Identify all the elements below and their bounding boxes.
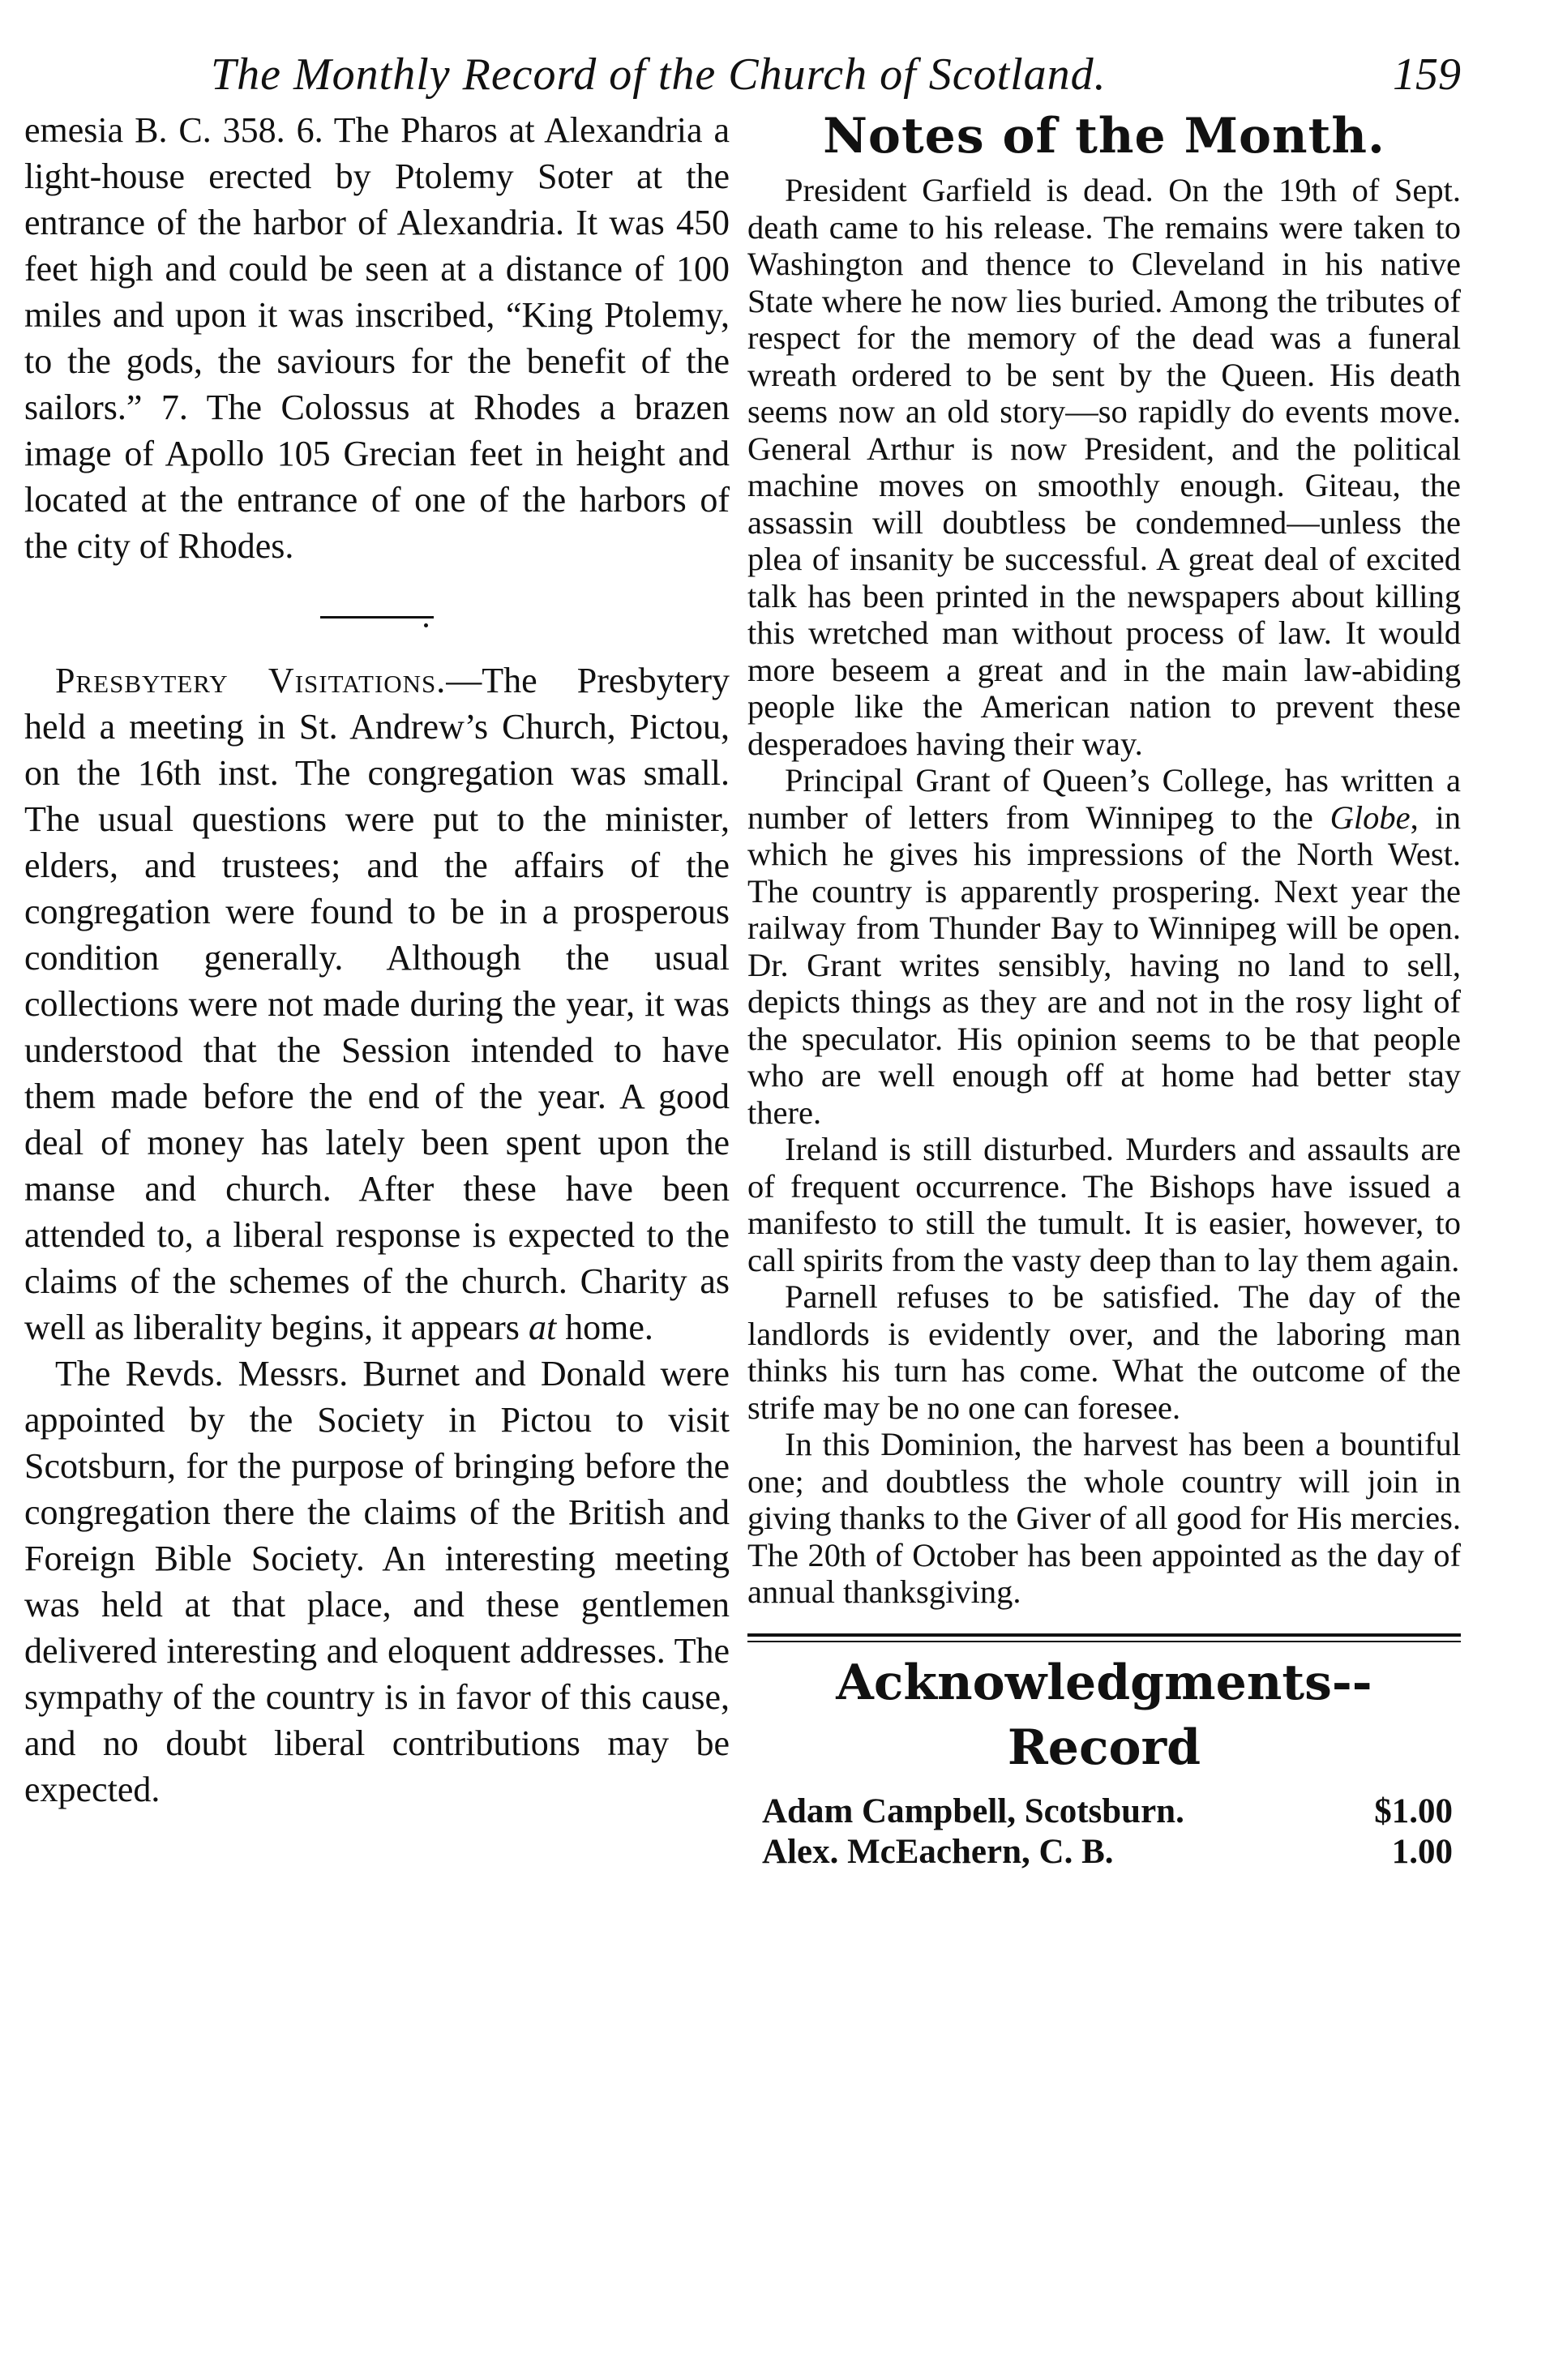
- paragraph-bible-society: The Revds. Messrs. Burnet and Donald were appointed by the Society in Pictou to visit Scotsburn, for the purpose of bringing before the congregation there the claims of the British and Foreign Bible Society. An interesting meeting was held at that place, and these gentlemen delivered interesting and eloquent addresses. The sympathy of the country is in favor of this cause, and no doubt liberal contributions may be expected.: [24, 1354, 730, 1809]
- double-rule-divider: [747, 1633, 1461, 1642]
- left-column: [24, 107, 730, 1873]
- note-ireland: Ireland is still disturbed. Murders and assaults are of frequent occurrence. The Bishops have issued a manifesto to still the tumult. It is easier, however, to call spirits from the vasty deep than to lay them again.: [747, 1131, 1461, 1278]
- note-dominion-harvest: In this Dominion, the harvest has been a bountiful one; and doubtless the whole country will join in giving thanks to the Giver of all good for His mercies. The 20th of October has been appointed as the day of annual thanksgiving.: [747, 1426, 1461, 1610]
- paragraph-wonders-continued: emesia B. C. 358. 6. The Pharos at Alexandria a light-house erected by Ptolemy Soter at the entrance of the harbor of Alexandria. It was 450 feet high and could be seen at a distance of 100 miles and upon it was inscribed, “King Ptolemy, to the gods, the saviours for the benefit of the sailors.” 7. The Colossus at Rhodes a brazen image of Apollo 105 Grecian feet in height and located at the entrance of one of the harbors of the city of Rhodes.: [24, 110, 730, 566]
- page-number: 159: [1393, 49, 1461, 100]
- two-column-body: [24, 107, 1461, 1873]
- notes-of-the-month-heading: Notes of the Month.: [823, 108, 1385, 165]
- section-divider: [320, 616, 434, 619]
- right-column: [747, 107, 1461, 1873]
- note-parnell: Parnell refuses to be satisfied. The day of the landlords is evidently over, and the laboring man thinks his turn has come. What the outcome of the strife may be no one can foresee.: [747, 1278, 1461, 1426]
- page-header: [24, 39, 1461, 107]
- note-garfield: President Garfield is dead. On the 19th of Sept. death came to his release. The remains were taken to Washington and thence to Cleveland in his native State where he now lies buried. Among the tributes of respect for the memory of the dead was a funeral wreath ordered to be sent by the Queen. His death seems now an old story—so rapidly do events move. General Arthur is now President, and the political machine moves on smoothly enough. Giteau, the assassin will doubtless be condemned—unless the plea of insanity be successful. A great deal of excited talk has been printed in the newspapers about killing this wretched man without process of law. It would more beseem a great and in the main law-abiding people like the American nation to prevent these desperadoes having their way.: [747, 172, 1461, 762]
- presbytery-tail: home.: [556, 1308, 653, 1347]
- note-principal-grant: [747, 762, 1461, 1131]
- presbytery-italic-word: at: [528, 1308, 557, 1347]
- acknowledgment-row: [747, 1832, 1461, 1873]
- section-heading-presbytery: Presbytery Visitations.: [55, 661, 447, 700]
- acknowledgments-heading: Acknowledgments--Record: [836, 1654, 1372, 1776]
- ack-name: Alex. McEachern, C. B.: [762, 1832, 1114, 1871]
- ack-amount: 1.00: [1391, 1832, 1453, 1871]
- grant-text-a: Principal Grant of Queen’s College, has written a number of letters from Winnipeg to the: [747, 762, 1461, 836]
- grant-text-b: , in which he gives his impressions of the North West. The country is apparently prospering. Next year the railway from Thunder Bay to Winnipeg will be open. Dr. Grant writes sensibly, having no land to sell, depicts things as they are and not in the rosy light of the speculator. His opinion seems to be that people who are well enough off at home had better stay there.: [747, 798, 1461, 1131]
- acknowledgment-row: [747, 1791, 1461, 1832]
- globe-italic: Globe: [1329, 798, 1411, 836]
- running-title: The Monthly Record of the Church of Scotland.: [211, 49, 1107, 100]
- ack-name: Adam Campbell, Scotsburn.: [762, 1791, 1184, 1830]
- presbytery-body: —The Presbytery held a meeting in St. Andrew’s Church, Pictou, on the 16th inst. The congregation was small. The usual questions were put to the minister, elders, and trustees; and the affairs of the congregation were found to be in a prosperous condition generally. Although the usual collections were not made during the year, it was understood that the Session intended to have them made before the end of the year. A good deal of money has lately been spent upon the manse and church. After these have been attended to, a liberal response is expected to the claims of the schemes of the church. Charity as well as liberality begins, it appears: [24, 661, 730, 1347]
- paragraph-presbytery-visitations: [24, 657, 730, 1351]
- ack-amount: $1.00: [1374, 1791, 1453, 1830]
